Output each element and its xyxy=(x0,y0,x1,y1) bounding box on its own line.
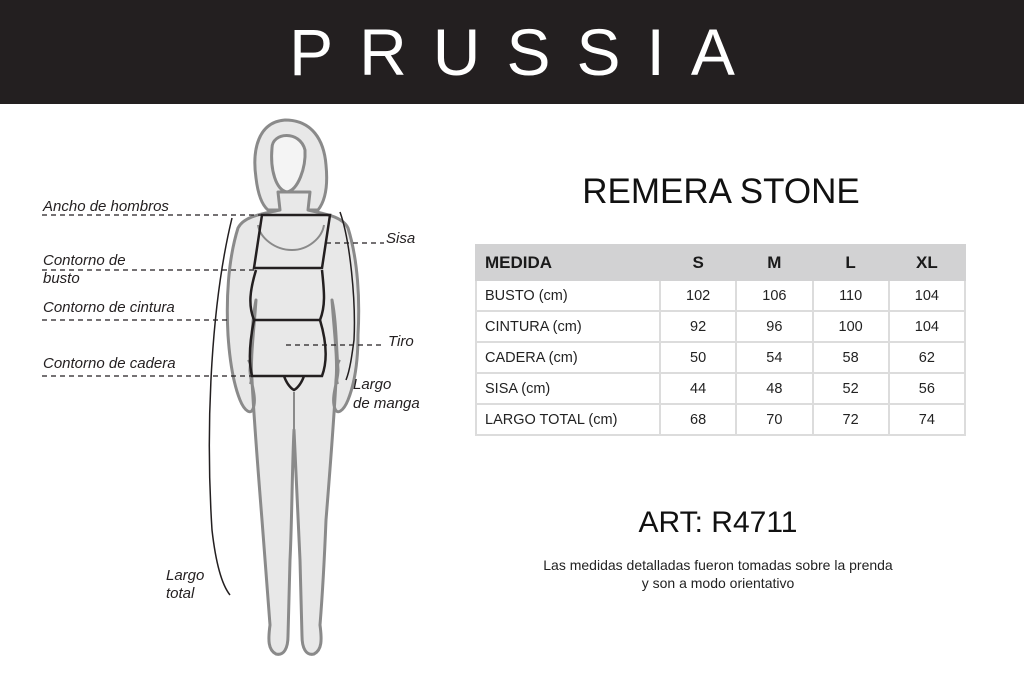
table-row xyxy=(476,280,965,311)
table-header-row xyxy=(476,245,965,280)
note-line-2: y son a modo orientativo xyxy=(641,575,795,591)
table-cell: 106 xyxy=(736,280,812,311)
label-ancho-hombros: Ancho de hombros xyxy=(43,198,169,215)
table-cell: 54 xyxy=(736,342,812,373)
table-cell: 102 xyxy=(660,280,736,311)
table-cell: 62 xyxy=(889,342,965,373)
table-row xyxy=(476,342,965,373)
table-cell: 70 xyxy=(736,404,812,435)
table-row xyxy=(476,404,965,435)
table-cell: 104 xyxy=(889,311,965,342)
row-label: SISA (cm) xyxy=(476,373,660,404)
brand-banner xyxy=(0,0,1024,104)
header-size-l: L xyxy=(813,245,889,280)
size-table xyxy=(475,244,966,436)
header-size-xl: XL xyxy=(889,245,965,280)
product-title: REMERA STONE xyxy=(582,172,860,211)
label-contorno-cadera: Contorno de cadera xyxy=(43,355,176,372)
table-cell: 104 xyxy=(889,280,965,311)
header-medida: MEDIDA xyxy=(476,245,660,280)
header-size-m: M xyxy=(736,245,812,280)
label-largo-total-2: total xyxy=(166,585,195,602)
table-row xyxy=(476,311,965,342)
table-cell: 48 xyxy=(736,373,812,404)
label-sisa: Sisa xyxy=(386,230,416,247)
table-cell: 92 xyxy=(660,311,736,342)
brand-logo: PRUSSIA xyxy=(289,15,761,89)
label-tiro: Tiro xyxy=(388,333,414,350)
table-row xyxy=(476,373,965,404)
table-cell: 68 xyxy=(660,404,736,435)
label-largo-manga-2: de manga xyxy=(353,395,420,412)
header-size-s: S xyxy=(660,245,736,280)
body-silhouette xyxy=(0,104,470,673)
article-number: ART: R4711 xyxy=(638,506,798,539)
label-largo-manga-1: Largo xyxy=(353,376,392,393)
row-label: CADERA (cm) xyxy=(476,342,660,373)
label-largo-total-1: Largo xyxy=(166,567,205,584)
table-cell: 72 xyxy=(813,404,889,435)
row-label: LARGO TOTAL (cm) xyxy=(476,404,660,435)
table-cell: 58 xyxy=(813,342,889,373)
row-label: BUSTO (cm) xyxy=(476,280,660,311)
table-cell: 74 xyxy=(889,404,965,435)
label-contorno-busto-1: Contorno de xyxy=(43,252,126,269)
table-cell: 100 xyxy=(813,311,889,342)
measurement-figure xyxy=(0,104,470,673)
table-cell: 110 xyxy=(813,280,889,311)
table-cell: 96 xyxy=(736,311,812,342)
row-label: CINTURA (cm) xyxy=(476,311,660,342)
disclaimer-note xyxy=(476,556,960,592)
note-line-1: Las medidas detalladas fueron tomadas sobre la prenda xyxy=(543,557,893,573)
table-cell: 52 xyxy=(813,373,889,404)
table-cell: 50 xyxy=(660,342,736,373)
label-contorno-busto-2: busto xyxy=(43,270,80,287)
table-cell: 56 xyxy=(889,373,965,404)
table-cell: 44 xyxy=(660,373,736,404)
label-contorno-cintura: Contorno de cintura xyxy=(43,299,175,316)
